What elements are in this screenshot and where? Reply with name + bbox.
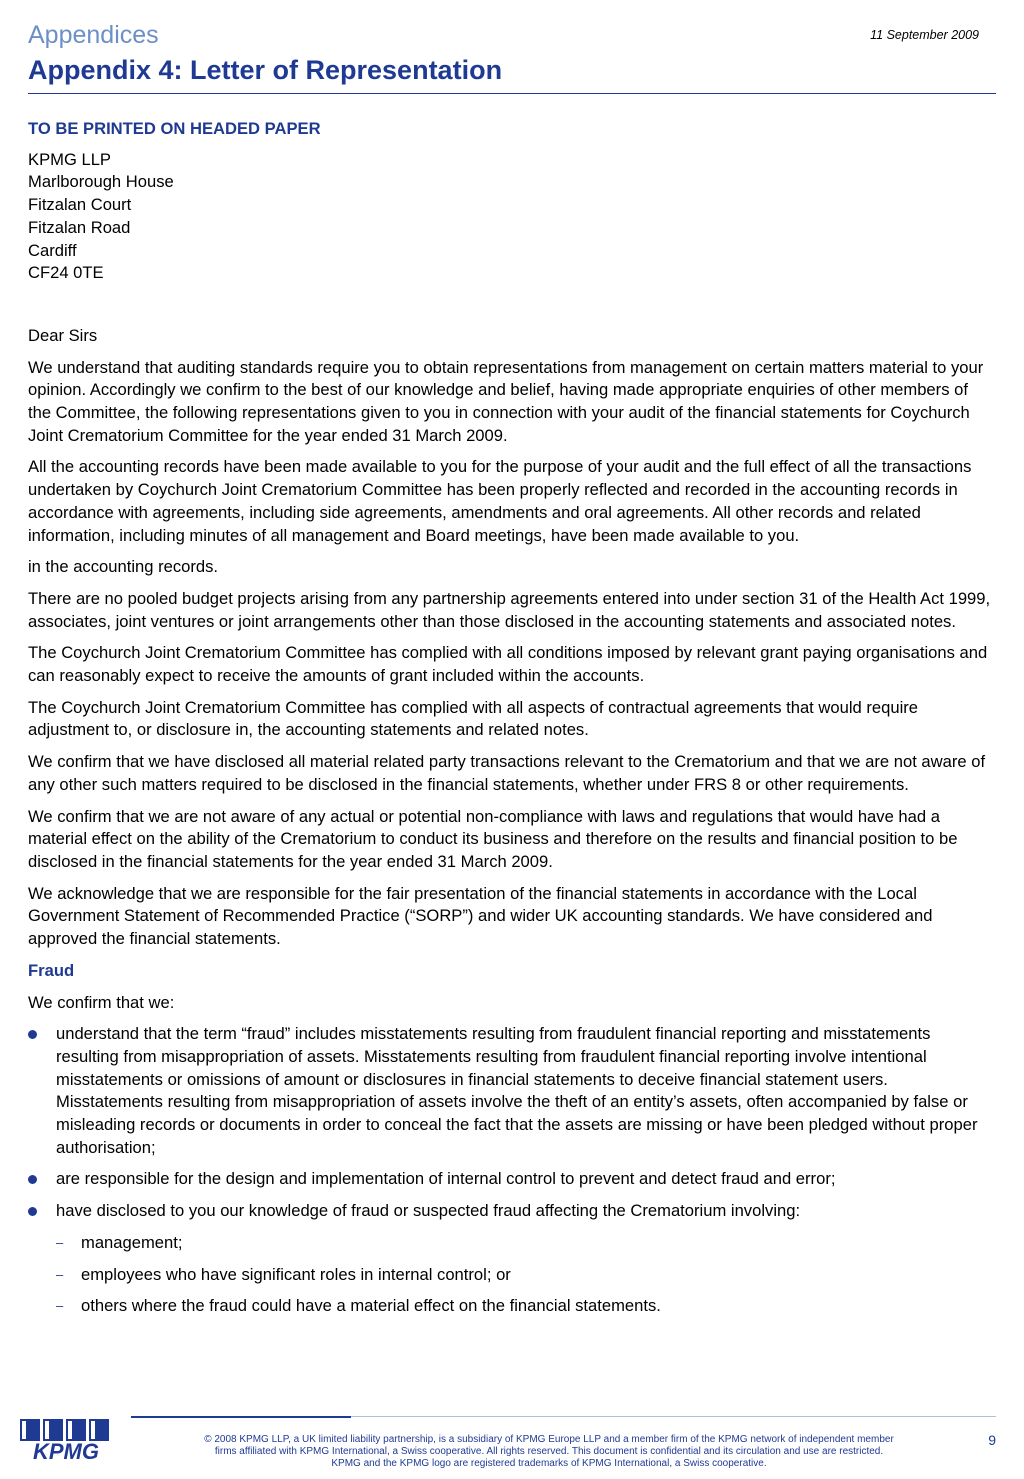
dash-icon: – xyxy=(56,1234,64,1250)
body-paragraph: There are no pooled budget projects arising from any partnership agreements entered into under section 31 of the Health Act 1999, associates, joint ventures or joint arrangements other than those disclosed in the accounting statements and associated notes. xyxy=(28,588,991,631)
address-line: CF24 0TE xyxy=(28,263,104,283)
bullet-text: are responsible for the design and implementation of internal control to prevent and detect fraud and error; xyxy=(56,1169,836,1189)
footer-divider-dark xyxy=(131,1416,351,1418)
sub-bullet-item xyxy=(28,1295,994,1318)
sub-bullet-item xyxy=(28,1264,994,1287)
dash-icon: – xyxy=(56,1266,64,1282)
section-label: Appendices xyxy=(28,21,159,49)
page-number: 9 xyxy=(988,1432,996,1448)
sub-bullet-item xyxy=(28,1232,994,1255)
printing-instruction: TO BE PRINTED ON HEADED PAPER xyxy=(28,119,321,138)
body-paragraph: All the accounting records have been made available to you for the purpose of your audit and the full effect of all the transactions undertaken by Coychurch Joint Crematorium Committee has been properly reflected and recorded in the accounting records in accordance with agreements, including side agreements, amendments and oral agreements. All other records and related information, including minutes of all management and Board meetings, have been made available to you. xyxy=(28,457,972,545)
recipient-address xyxy=(28,149,994,285)
copyright-line: firms affiliated with KPMG International, a Swiss cooperative. All rights reserved. This document is confidential and its circulation and use are restricted. xyxy=(214,1446,884,1457)
body-paragraph: The Coychurch Joint Crematorium Committee has complied with all conditions imposed by relevant grant paying organisations and can reasonably expect to receive the amounts of grant included within the accounts. xyxy=(28,643,988,686)
bullet-icon xyxy=(28,1030,37,1039)
address-line: KPMG LLP xyxy=(28,149,112,169)
address-line: Cardiff xyxy=(28,240,77,260)
body-paragraph: We understand that auditing standards require you to obtain representations from management on certain matters material to your opinion. Accordingly we confirm to the best of our knowledge and belief, having made appropriate enquiries of other members of the Committee, the following representations given to you in connection with your audit of the financial statements for Coychurch Joint Crematorium Committee for the year ended 31 March 2009. xyxy=(28,357,984,445)
bullet-icon xyxy=(28,1175,37,1184)
bullet-icon xyxy=(28,1207,37,1216)
letter-body xyxy=(28,118,994,1327)
bullet-text: understand that the term “fraud” includes misstatements resulting from fraudulent financial reporting and misstatements resulting from misappropriation of assets. Misstatements resulting from fraudulent financial reporting involve intentional misstatements or omissions of amount or disclosures in financial statements to deceive financial statement users. Misstatements resulting from misappropriation of assets involve the theft of an entity’s assets, often accompanied by false or misleading records or documents in order to conceal the fact that the assets are missing or have been pledged without proper authorisation; xyxy=(56,1024,978,1157)
bullet-item xyxy=(28,1200,994,1223)
salutation: Dear Sirs xyxy=(28,325,98,345)
address-line: Marlborough House xyxy=(28,172,174,192)
dash-icon: – xyxy=(56,1298,64,1314)
kpmg-logo xyxy=(16,1417,116,1463)
body-paragraph: We confirm that we are not aware of any actual or potential non-compliance with laws and regulations that would have had a material effect on the ability of the Crematorium to conduct its business and therefore on the results and financial position to be disclosed in the financial statements for the year ended 31 March 2009. xyxy=(28,806,958,871)
address-line: Fitzalan Court xyxy=(28,195,132,215)
footer-divider-light xyxy=(351,1416,996,1417)
copyright-line: © 2008 KPMG LLP, a UK limited liability partnership, is a subsidiary of KPMG Europe LLP and a member firm of the KPMG network of independent member xyxy=(204,1434,894,1445)
address-line: Fitzalan Road xyxy=(28,217,131,237)
page-title: Appendix 4: Letter of Representation xyxy=(28,55,503,85)
body-paragraph: in the accounting records. xyxy=(28,557,219,577)
svg-text:KPMG: KPMG xyxy=(33,1439,99,1463)
body-paragraph: We acknowledge that we are responsible for the fair presentation of the financial statements in accordance with the Local Government Statement of Recommended Practice (“SORP”) and wider UK accounting standards. We have considered and approved the financial statements. xyxy=(28,883,933,949)
footer-copyright xyxy=(140,1434,958,1470)
bullet-item xyxy=(28,1023,994,1159)
fraud-intro: We confirm that we: xyxy=(28,992,175,1012)
sub-bullet-text: others where the fraud could have a material effect on the financial statements. xyxy=(81,1296,661,1316)
header-divider xyxy=(28,93,996,94)
copyright-line: KPMG and the KPMG logo are registered trademarks of KPMG International, a Swiss cooperative. xyxy=(331,1458,767,1469)
fraud-heading: Fraud xyxy=(28,960,75,980)
document-date: 11 September 2009 xyxy=(870,28,979,42)
body-paragraph: The Coychurch Joint Crematorium Committee has complied with all aspects of contractual agreements that would require adjustment to, or disclosure in, the accounting statements and related notes. xyxy=(28,697,919,740)
bullet-item xyxy=(28,1168,994,1191)
sub-bullet-text: management; xyxy=(81,1232,183,1252)
bullet-text: have disclosed to you our knowledge of fraud or suspected fraud affecting the Crematorium involving: xyxy=(56,1201,801,1221)
body-paragraph: We confirm that we have disclosed all material related party transactions relevant to the Crematorium and that we are not aware of any other such matters required to be disclosed in the financial statements, whether under FRS 8 or other requirements. xyxy=(28,752,986,794)
sub-bullet-text: employees who have significant roles in internal control; or xyxy=(81,1264,511,1284)
